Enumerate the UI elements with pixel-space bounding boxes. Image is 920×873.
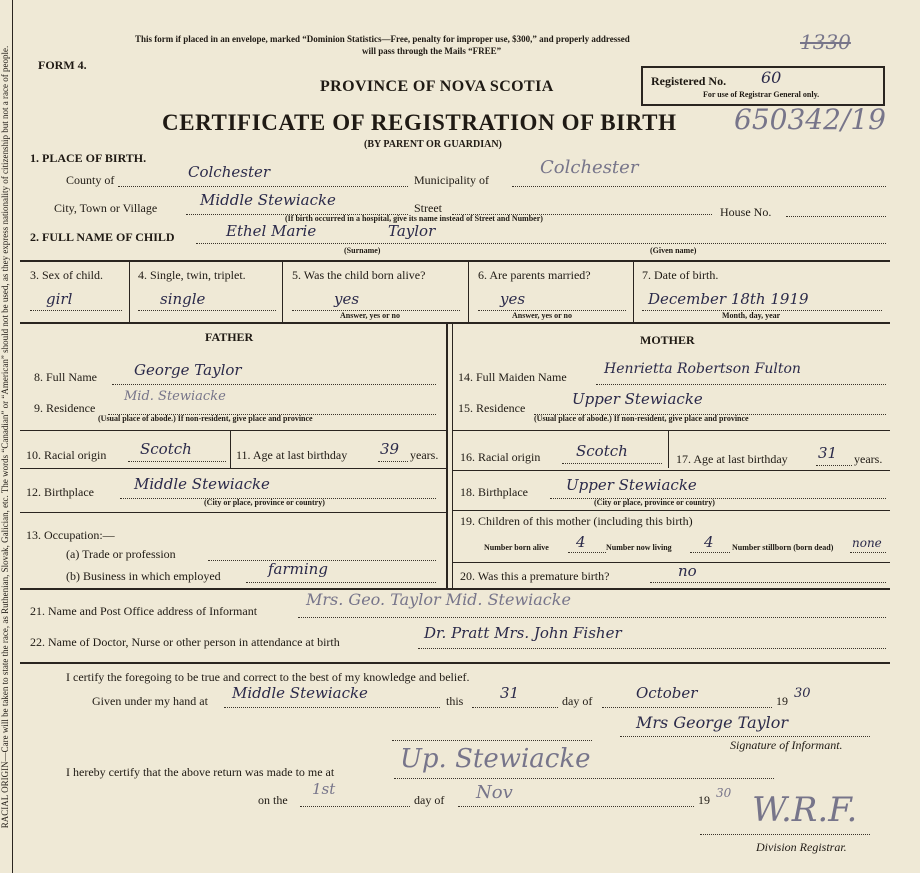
registrar-day: 1st (312, 780, 336, 798)
given-name-note: (Given name) (650, 246, 697, 255)
on-the-label: on the (258, 793, 288, 807)
this-label: this (446, 694, 464, 708)
doctor-value: Dr. Pratt Mrs. John Fisher (424, 624, 622, 642)
child-surname: Taylor (388, 222, 436, 240)
father-racial-label: 10. Racial origin (26, 448, 107, 462)
registrar-year: 30 (716, 786, 732, 800)
racial-origin-note: RACIAL ORIGIN—Care will be taken to state the race, as Ruthenian, Slovak, Galician, etc. The words “Canadian” or “American” should not be used, as they express nationality of citizenship but not a race of people. (0, 45, 10, 829)
certificate-subtitle: (BY PARENT OR GUARDIAN) (364, 139, 502, 150)
detail-label-alive: 5. Was the child born alive? (292, 268, 426, 282)
living-value: 4 (704, 533, 714, 551)
married-note: Answer, yes or no (512, 311, 573, 320)
mother-name-value: Henrietta Robertson Fulton (604, 361, 801, 377)
father-name-value: George Taylor (134, 361, 242, 379)
mother-racial-value: Scotch (576, 442, 628, 460)
father-age-value: 39 (380, 440, 400, 458)
informant-label: 21. Name and Post Office address of Informant (30, 604, 258, 618)
father-heading: FATHER (205, 330, 254, 344)
mother-age-label: 17. Age at last birthday (676, 452, 788, 466)
father-residence-label: 9. Residence (34, 401, 96, 415)
detail-label-date: 7. Date of birth. (642, 268, 719, 282)
father-age-label: 11. Age at last birthday (236, 448, 348, 462)
premature-value: no (678, 562, 697, 580)
born-alive-label: Number born alive (484, 543, 549, 552)
municipality-value: Colchester (540, 157, 639, 178)
certificate-title: CERTIFICATE OF REGISTRATION OF BIRTH (162, 110, 677, 135)
father-residence-note: (Usual place of abode.) If non-resident, give place and province (98, 414, 313, 423)
date-note: Month, day, year (722, 311, 781, 320)
registered-box (641, 66, 885, 106)
hospital-note: (If birth occurred in a hospital, give its name instead of Street and Number) (285, 214, 543, 223)
registrar-year-prefix: 19 (698, 793, 710, 807)
detail-label-plurality: 4. Single, twin, triplet. (138, 268, 246, 282)
stillborn-value: none (852, 536, 882, 550)
registrar-month: Nov (476, 782, 513, 803)
alive-note: Answer, yes or no (340, 311, 401, 320)
born-alive-value: 4 (576, 533, 586, 551)
certify-day: 31 (500, 684, 520, 702)
mother-residence-value: Upper Stewiacke (572, 390, 703, 408)
certify-month: October (636, 684, 698, 702)
registrar-label: Division Registrar. (756, 840, 847, 854)
child-name-label: 2. FULL NAME OF CHILD (30, 230, 175, 244)
mother-age-unit: years. (854, 452, 883, 466)
mother-residence-label: 15. Residence (458, 401, 526, 415)
occupation-label: 13. Occupation:— (26, 528, 115, 542)
informant-signature: Mrs George Taylor (636, 713, 789, 732)
informant-signature-label: Signature of Informant. (730, 738, 843, 752)
racial-origin-sidebar (0, 0, 13, 873)
province-heading: PROVINCE OF NOVA SCOTIA (320, 78, 554, 95)
place-of-birth-label: 1. PLACE OF BIRTH. (30, 151, 147, 165)
detail-value-alive: yes (334, 290, 360, 308)
registrar-initials: W.R.F. (752, 790, 858, 830)
given-under-label: Given under my hand at (92, 694, 208, 708)
detail-label-married: 6. Are parents married? (478, 268, 591, 282)
mother-birthplace-value: Upper Stewiacke (566, 476, 697, 494)
doctor-label: 22. Name of Doctor, Nurse or other person in attendance at birth (30, 635, 340, 649)
business-label: (b) Business in which employed (66, 569, 221, 583)
street-label: Street (414, 201, 442, 215)
father-birthplace-value: Middle Stewiacke (134, 475, 270, 493)
county-value: Colchester (188, 163, 271, 181)
mother-racial-label: 16. Racial origin (460, 450, 541, 464)
trade-label: (a) Trade or profession (66, 547, 176, 561)
mail-notice-line2: will pass through the Mails “FREE” (362, 46, 502, 56)
registrar-place: Up. Stewiacke (400, 744, 591, 774)
detail-value-date: December 18th 1919 (648, 290, 809, 308)
registered-note: For use of Registrar General only. (703, 90, 820, 99)
detail-label-sex: 3. Sex of child. (30, 268, 103, 282)
certify-statement: I certify the foregoing to be true and correct to the best of my knowledge and belief. (66, 670, 470, 684)
father-residence-value: Mid. Stewiacke (124, 389, 226, 404)
father-age-unit: years. (410, 448, 439, 462)
detail-value-sex: girl (46, 290, 73, 308)
premature-label: 20. Was this a premature birth? (460, 569, 610, 583)
municipality-label: Municipality of (414, 173, 489, 187)
year-prefix: 19 (776, 694, 788, 708)
surname-note: (Surname) (344, 246, 381, 255)
corner-number: 1330 (800, 30, 851, 54)
business-value: farming (268, 560, 328, 578)
mother-residence-note: (Usual place of abode.) If non-resident, give place and province (534, 414, 749, 423)
house-number-label: House No. (720, 205, 772, 219)
day-of-label: day of (562, 694, 593, 708)
children-label: 19. Children of this mother (including this birth) (460, 514, 693, 528)
mother-birthplace-label: 18. Birthplace (460, 485, 528, 499)
living-label: Number now living (606, 543, 672, 552)
mother-birthplace-note: (City or place, province or country) (594, 498, 715, 507)
informant-value: Mrs. Geo. Taylor Mid. Stewiacke (306, 590, 571, 609)
mother-age-value: 31 (818, 444, 838, 462)
registered-value: 60 (761, 68, 782, 87)
father-name-label: 8. Full Name (34, 370, 97, 384)
mother-name-label: 14. Full Maiden Name (458, 370, 567, 384)
county-label: County of (66, 173, 115, 187)
form-number: FORM 4. (38, 58, 87, 72)
registrar-day-of: day of (414, 793, 445, 807)
registrar-statement: I hereby certify that the above return was made to me at (66, 765, 335, 779)
mail-notice-line1: This form if placed in an envelope, marked “Dominion Statistics—Free, penalty for improper use, $300,” and properly addressed (135, 34, 630, 44)
given-place: Middle Stewiacke (232, 684, 368, 702)
city-label: City, Town or Village (54, 201, 158, 215)
father-birthplace-note: (City or place, province or country) (204, 498, 325, 507)
city-value: Middle Stewiacke (200, 191, 336, 209)
stamp-number: 650342/19 (734, 103, 886, 136)
child-given-name: Ethel Marie (226, 222, 317, 240)
registered-label: Registered No. (651, 74, 727, 88)
father-birthplace-label: 12. Birthplace (26, 485, 94, 499)
father-racial-value: Scotch (140, 440, 192, 458)
mother-heading: MOTHER (640, 333, 695, 347)
detail-value-married: yes (500, 290, 526, 308)
detail-value-plurality: single (160, 290, 206, 308)
certify-year: 30 (794, 686, 811, 701)
stillborn-label: Number stillborn (born dead) (732, 543, 834, 552)
